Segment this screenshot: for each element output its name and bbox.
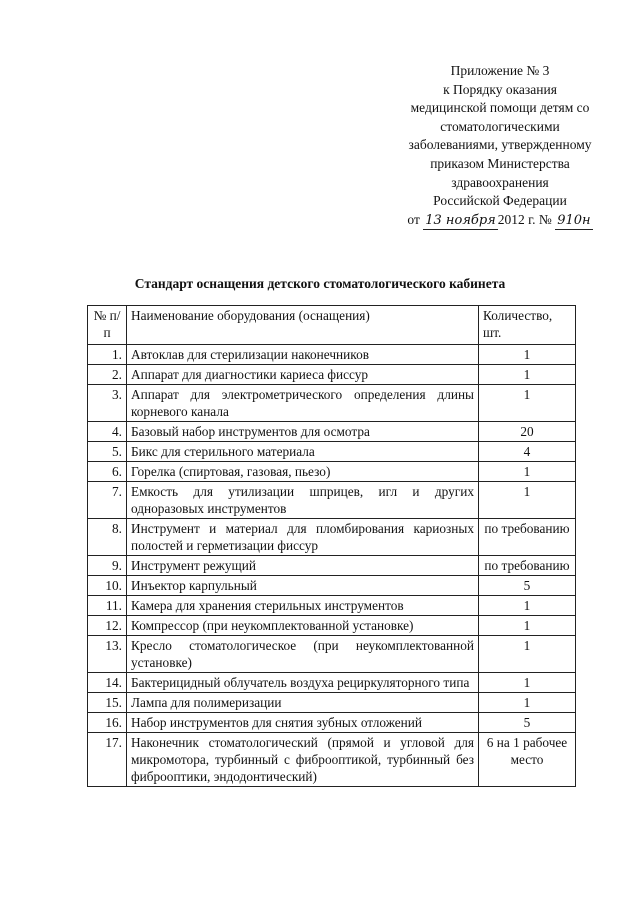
row-name: Компрессор (при неукомплектованной установке) (127, 616, 479, 636)
row-number: 3. (88, 385, 127, 422)
row-number: 12. (88, 616, 127, 636)
row-name: Набор инструментов для снятия зубных отложений (127, 713, 479, 733)
table-row (88, 596, 576, 616)
row-quantity: по требованию (479, 556, 576, 576)
row-number: 10. (88, 576, 127, 596)
table-row (88, 713, 576, 733)
row-number: 2. (88, 365, 127, 385)
row-quantity: 1 (479, 462, 576, 482)
header-quantity: Количество, шт. (479, 306, 576, 345)
appendix-line: стоматологическими (440, 118, 560, 134)
appendix-line: медицинской помощи детям со (410, 100, 590, 116)
date-prefix: от (407, 211, 420, 227)
row-quantity: 6 на 1 рабочее место (479, 733, 576, 787)
row-number: 4. (88, 422, 127, 442)
appendix-line: здравоохранения (451, 174, 549, 190)
table-row (88, 422, 576, 442)
table-header-row (88, 306, 576, 345)
appendix-line: Российской Федерации (433, 193, 567, 209)
table-row (88, 556, 576, 576)
row-quantity: 1 (479, 693, 576, 713)
table-row (88, 673, 576, 693)
table-body (88, 345, 576, 787)
order-date-line (380, 211, 620, 230)
table-row (88, 345, 576, 365)
row-quantity: 1 (479, 365, 576, 385)
row-name: Аппарат для диагностики кариеса фиссур (127, 365, 479, 385)
row-quantity: 5 (479, 713, 576, 733)
appendix-line: Приложение № 3 (450, 63, 550, 78)
row-name: Бикс для стерильного материала (127, 442, 479, 462)
equipment-table (87, 305, 576, 787)
row-number: 7. (88, 482, 127, 519)
row-number: 16. (88, 713, 127, 733)
row-number: 9. (88, 556, 127, 576)
table-row (88, 482, 576, 519)
row-quantity: 1 (479, 673, 576, 693)
table-row (88, 693, 576, 713)
row-quantity: 1 (479, 616, 576, 636)
table-row (88, 462, 576, 482)
table-row (88, 636, 576, 673)
table-row (88, 616, 576, 636)
handwritten-order-number: 910н (557, 212, 591, 228)
appendix-line: заболеваниями, утвержденному (408, 137, 592, 153)
table-row (88, 519, 576, 556)
appendix-line: к Порядку оказания (443, 81, 557, 97)
row-number: 5. (88, 442, 127, 462)
row-quantity: 1 (479, 385, 576, 422)
row-quantity: 1 (479, 345, 576, 365)
row-quantity: 1 (479, 596, 576, 616)
row-name: Наконечник стоматологический (прямой и угловой для микромотора, турбинный с фиброоптикой, турбинный без фиброоптики, эндодонтический) (127, 733, 479, 787)
row-number: 8. (88, 519, 127, 556)
row-name: Инъектор карпульный (127, 576, 479, 596)
handwritten-date: 13 ноября (425, 212, 496, 228)
row-name: Лампа для полимеризации (127, 693, 479, 713)
row-number: 11. (88, 596, 127, 616)
row-number: 13. (88, 636, 127, 673)
document-title: Стандарт оснащения детского стоматологического кабинета (134, 276, 506, 291)
row-name: Базовый набор инструментов для осмотра (127, 422, 479, 442)
table-row (88, 733, 576, 787)
row-name: Инструмент и материал для пломбирования кариозных полостей и герметизации фиссур (127, 519, 479, 556)
row-quantity: 1 (479, 636, 576, 673)
row-quantity: 20 (479, 422, 576, 442)
row-number: 1. (88, 345, 127, 365)
header-number: № п/п (88, 306, 127, 345)
row-name: Емкость для утилизации шприцев, игл и других одноразовых инструментов (127, 482, 479, 519)
table-row (88, 442, 576, 462)
table-row (88, 576, 576, 596)
row-quantity: 5 (479, 576, 576, 596)
table-row (88, 365, 576, 385)
date-year: 2012 г. № (497, 211, 552, 227)
appendix-header (380, 62, 620, 230)
header-name: Наименование оборудования (оснащения) (127, 306, 479, 345)
appendix-line: приказом Министерства (430, 155, 570, 171)
row-name: Бактерицидный облучатель воздуха рециркуляторного типа (127, 673, 479, 693)
row-quantity: по требованию (479, 519, 576, 556)
row-name: Горелка (спиртовая, газовая, пьезо) (127, 462, 479, 482)
row-number: 6. (88, 462, 127, 482)
row-name: Камера для хранения стерильных инструментов (127, 596, 479, 616)
row-name: Аппарат для электрометрического определения длины корневого канала (127, 385, 479, 422)
row-name: Инструмент режущий (127, 556, 479, 576)
row-name: Автоклав для стерилизации наконечников (127, 345, 479, 365)
table-row (88, 385, 576, 422)
row-name: Кресло стоматологическое (при неукомплектованной установке) (127, 636, 479, 673)
row-number: 17. (88, 733, 127, 787)
row-quantity: 4 (479, 442, 576, 462)
row-quantity: 1 (479, 482, 576, 519)
row-number: 14. (88, 673, 127, 693)
row-number: 15. (88, 693, 127, 713)
